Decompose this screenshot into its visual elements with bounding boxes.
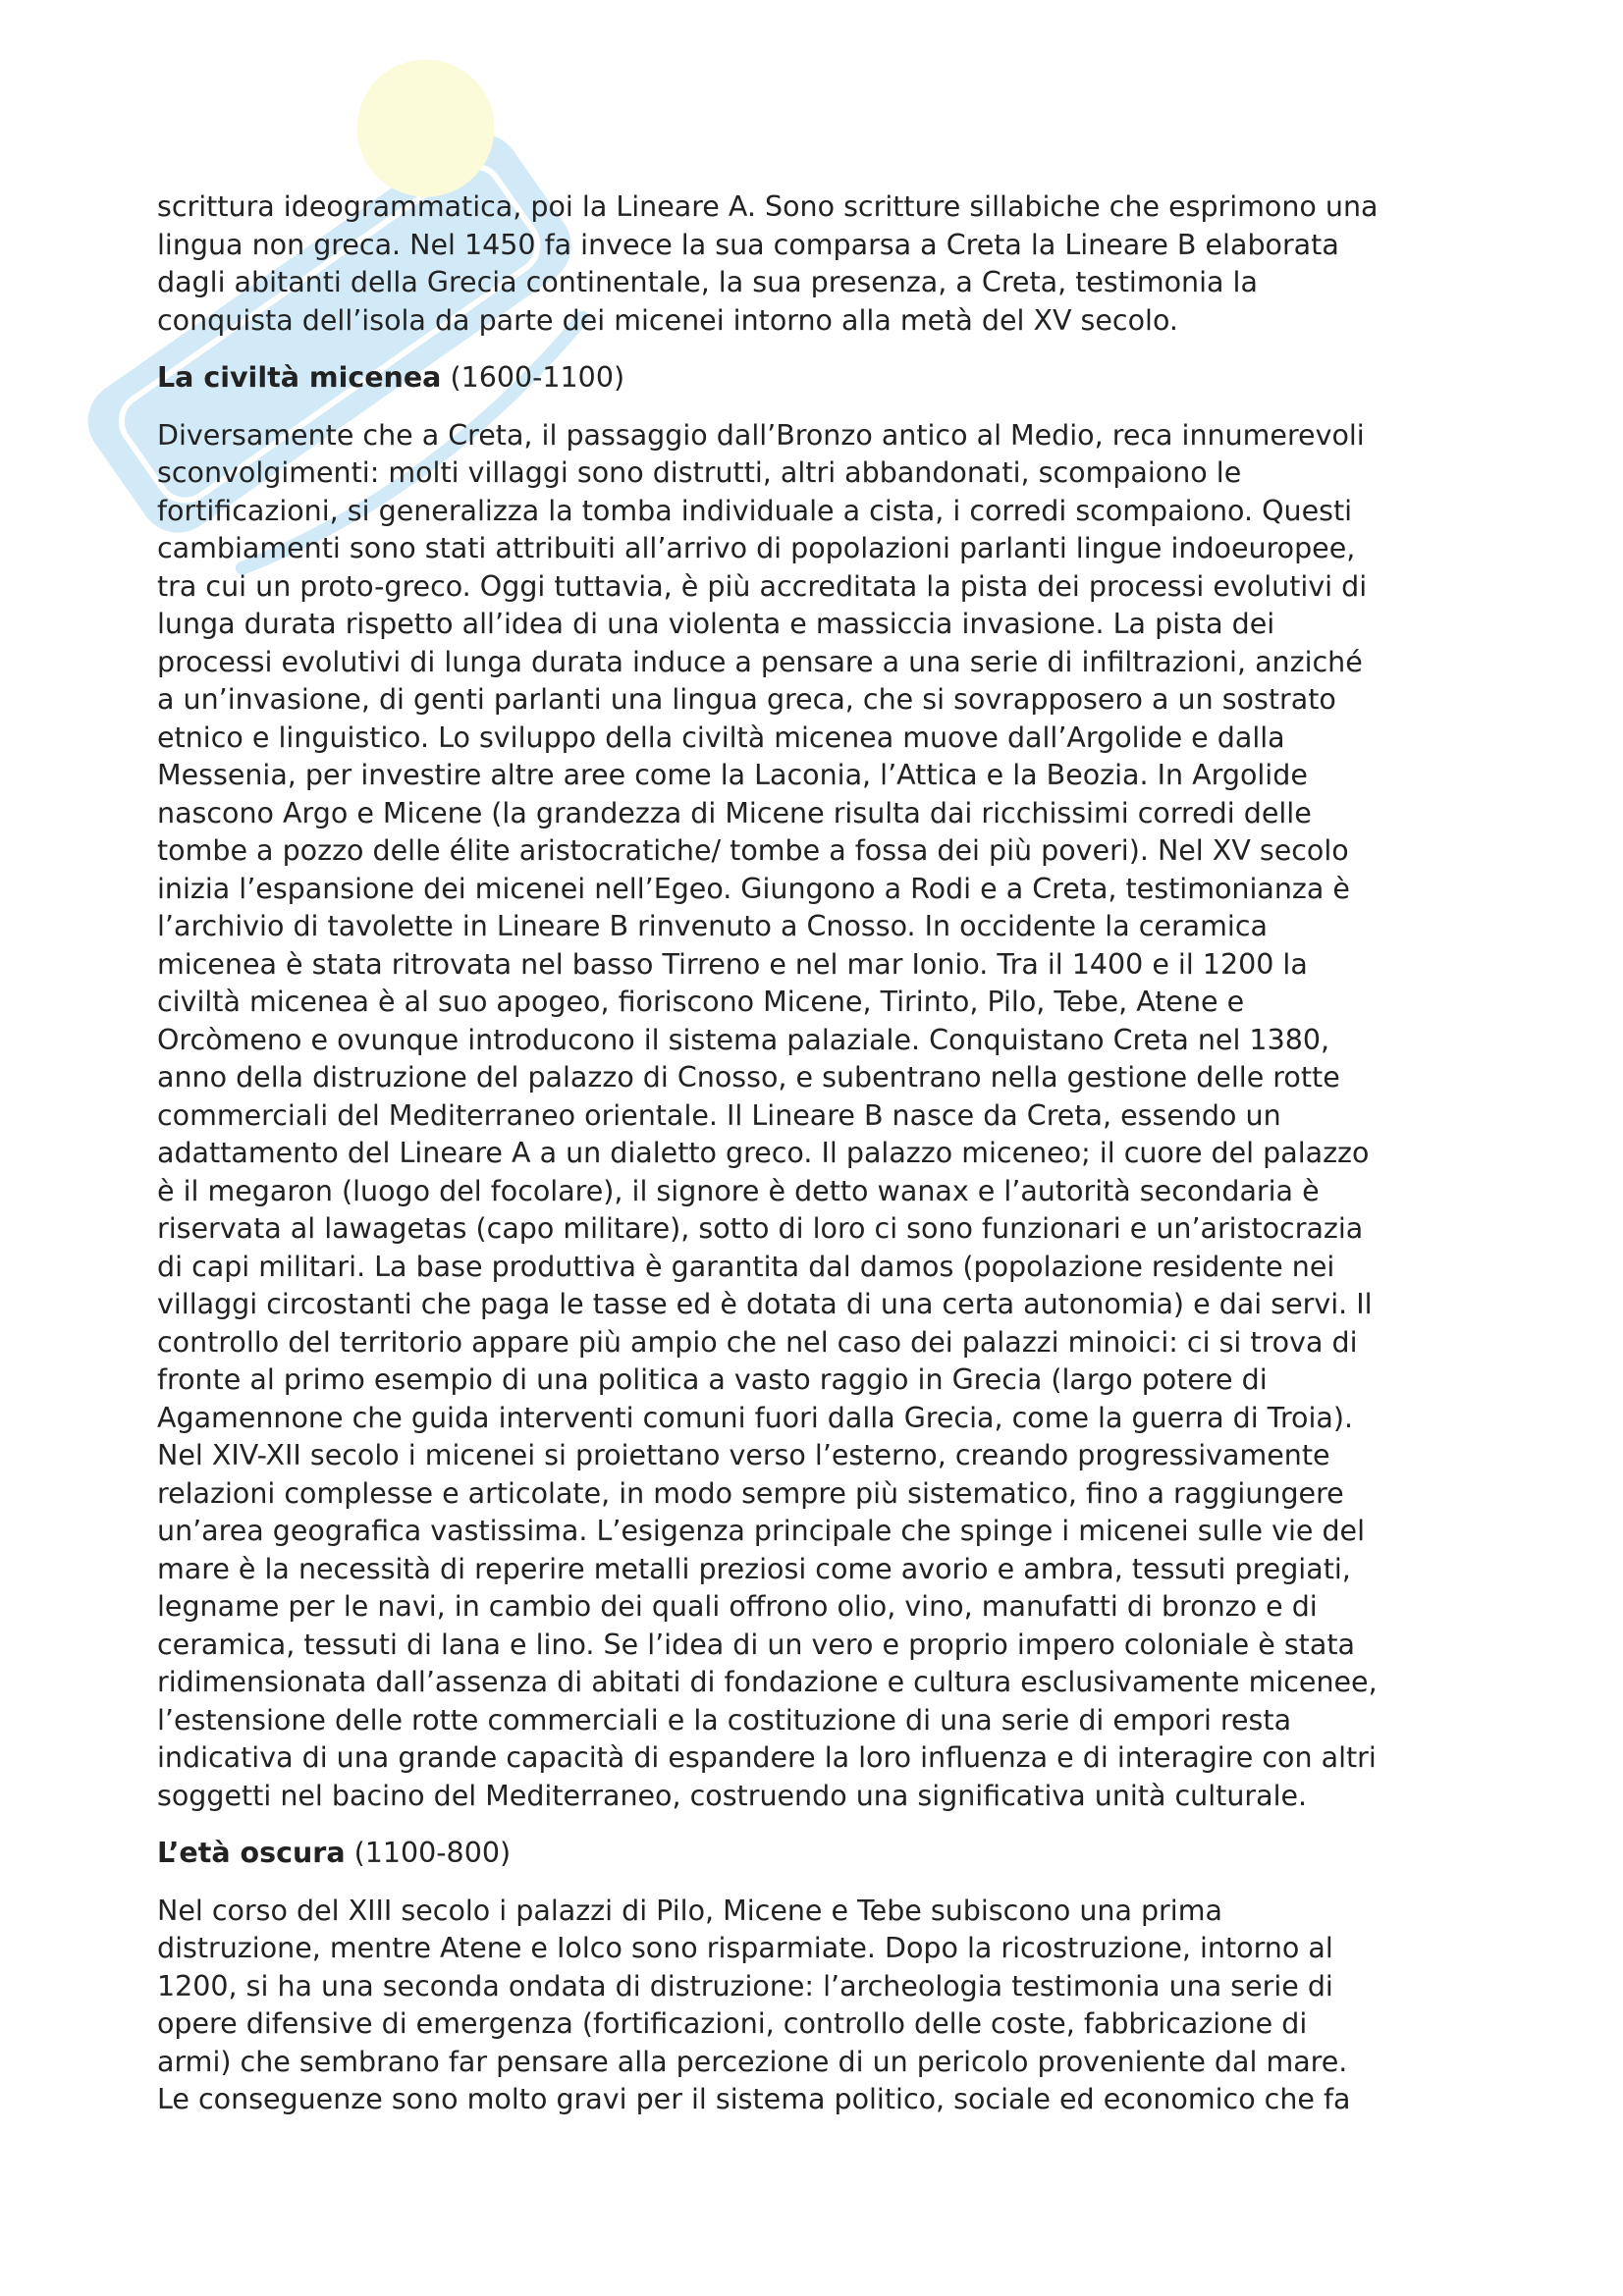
text-line: l’estensione delle rotte commerciali e la costituzione di una serie di empori resta: [157, 1703, 1292, 1736]
text-line: inizia l’espansione dei micenei nell’Egeo. Giungono a Rodi e a Creta, testimonianza è: [157, 872, 1350, 905]
text-line: Orcòmeno e ovunque introducono il sistema palaziale. Conquistano Creta nel 1380,: [157, 1023, 1330, 1056]
intro-paragraph: [157, 188, 1473, 340]
text-line: Diversamente che a Creta, il passaggio dall’Bronzo antico al Medio, reca innumerevoli: [157, 418, 1365, 452]
text-line: Messenia, per investire altre aree come la Laconia, l’Attica e la Beozia. In Argolide: [157, 759, 1308, 791]
text-line: riservata al lawagetas (capo militare), sotto di loro ci sono funzionari e un’aristocrazia: [157, 1212, 1364, 1245]
text-line: commerciali del Mediterraneo orientale. Il Lineare B nasce da Creta, essendo un: [157, 1098, 1281, 1132]
text-line: Nel corso del XIII secolo i palazzi di Pilo, Micene e Tebe subiscono una prima: [157, 1894, 1222, 1927]
text-line: sconvolgimenti: molti villaggi sono distrutti, altri abbandonati, scompaiono le: [157, 456, 1242, 489]
text-line: è il megaron (luogo del focolare), il signore è detto wanax e l’autorità secondaria è: [157, 1174, 1320, 1207]
text-line: civiltà micenea è al suo apogeo, fioriscono Micene, Tirinto, Pilo, Tebe, Atene e: [157, 986, 1245, 1018]
document-body: [157, 188, 1473, 2119]
text-line: l’archivio di tavolette in Lineare B rinvenuto a Cnosso. In occidente la ceramica: [157, 910, 1268, 942]
text-line: 1200, si ha una seconda ondata di distruzione: l’archeologia testimonia una serie di: [157, 1969, 1333, 2002]
text-line: processi evolutivi di lunga durata induce a pensare a una serie di infiltrazioni, anziché: [157, 645, 1363, 678]
text-line: dagli abitanti della Grecia continentale, la sua presenza, a Creta, testimonia la: [157, 266, 1258, 298]
text-line: Agamennone che guida interventi comuni fuori dalla Grecia, come la guerra di Troia).: [157, 1401, 1354, 1434]
text-line: micenea è stata ritrovata nel basso Tirreno e nel mar Ionio. Tra il 1400 e il 1200 la: [157, 947, 1308, 981]
eta-oscura-paragraph: [157, 1893, 1473, 2119]
text-line: distruzione, mentre Atene e Iolco sono risparmiate. Dopo la ricostruzione, intorno al: [157, 1932, 1333, 1964]
text-line: fronte al primo esempio di una politica a vasto raggio in Grecia (largo potere di: [157, 1363, 1268, 1396]
text-line: fortificazioni, si generalizza la tomba individuale a cista, i corredi scompaiono. Questi: [157, 494, 1353, 527]
text-line: Le conseguenze sono molto gravi per il sistema politico, sociale ed economico che fa: [157, 2083, 1351, 2115]
text-line: lingua non greca. Nel 1450 fa invece la sua comparsa a Creta la Lineare B elaborata: [157, 228, 1339, 261]
text-line: adattamento del Lineare A a un dialetto greco. Il palazzo miceneo; il cuore del palazzo: [157, 1137, 1370, 1169]
text-line: tombe a pozzo delle élite aristocratiche/ tombe a fossa dei più poveri). Nel XV secolo: [157, 834, 1349, 867]
section-dates: (1100-800): [353, 1837, 512, 1869]
text-line: conquista dell’isola da parte dei micenei intorno alla metà del XV secolo.: [157, 303, 1178, 337]
text-line: armi) che sembrano far pensare alla percezione di un pericolo proveniente dal mare.: [157, 2045, 1348, 2078]
section-title: L’età oscura: [157, 1837, 346, 1869]
text-line: relazioni complesse e articolate, in modo sempre più sistematico, fino a raggiungere: [157, 1476, 1344, 1510]
section-heading-eta-oscura: [157, 1835, 1473, 1873]
text-line: nascono Argo e Micene (la grandezza di Micene risulta dai ricchissimi corredi delle: [157, 796, 1312, 829]
text-line: Nel XIV-XII secolo i micenei si proiettano verso l’esterno, creando progressivamente: [157, 1439, 1330, 1471]
text-line: mare è la necessità di reperire metalli preziosi come avorio e ambra, tessuti pregiati,: [157, 1552, 1351, 1585]
text-line: scrittura ideogrammatica, poi la Lineare A. Sono scritture sillabiche che esprimono una: [157, 190, 1379, 223]
text-line: etnico e linguistico. Lo sviluppo della civiltà micenea muove dall’Argolide e dalla: [157, 721, 1285, 754]
text-line: di capi militari. La base produttiva è garantita dal damos (popolazione residente nei: [157, 1250, 1335, 1283]
section-title: La civiltà micenea: [157, 361, 442, 394]
text-line: a un’invasione, di genti parlanti una lingua greca, che si sovrapposero a un sostrato: [157, 683, 1336, 716]
text-line: legname per le navi, in cambio dei quali offrono olio, vino, manufatti di bronzo e di: [157, 1590, 1318, 1623]
civilta-micenea-paragraph: [157, 417, 1473, 1816]
text-line: tra cui un proto-greco. Oggi tuttavia, è più accreditata la pista dei processi evolutivi di: [157, 569, 1368, 603]
text-line: ridimensionata dall’assenza di abitati di fondazione e cultura esclusivamente micenee,: [157, 1666, 1378, 1698]
text-line: lunga durata rispetto all’idea di una violenta e massiccia invasione. La pista dei: [157, 608, 1275, 640]
text-line: indicativa di una grande capacità di espandere la loro influenza e di interagire con altri: [157, 1741, 1377, 1774]
section-heading-civilta-micenea: [157, 359, 1473, 398]
text-line: villaggi circostanti che paga le tasse ed è dotata di una certa autonomia) e dai servi. Il: [157, 1288, 1373, 1320]
section-dates: (1600-1100): [450, 361, 625, 394]
text-line: cambiamenti sono stati attribuiti all’arrivo di popolazioni parlanti lingue indoeuropee,: [157, 532, 1356, 564]
text-line: soggetti nel bacino del Mediterraneo, costruendo una significativa unità culturale.: [157, 1779, 1308, 1812]
text-line: ceramica, tessuti di lana e lino. Se l’idea di un vero e proprio impero coloniale è stata: [157, 1628, 1355, 1661]
text-line: un’area geografica vastissima. L’esigenza principale che spinge i micenei sulle vie del: [157, 1515, 1365, 1547]
text-line: controllo del territorio appare più ampio che nel caso dei palazzi minoici: ci si trova di: [157, 1325, 1358, 1359]
text-line: anno della distruzione del palazzo di Cnosso, e subentrano nella gestione delle rotte: [157, 1061, 1340, 1094]
text-line: opere difensive di emergenza (fortificazioni, controllo delle coste, fabbricazione di: [157, 2007, 1308, 2040]
